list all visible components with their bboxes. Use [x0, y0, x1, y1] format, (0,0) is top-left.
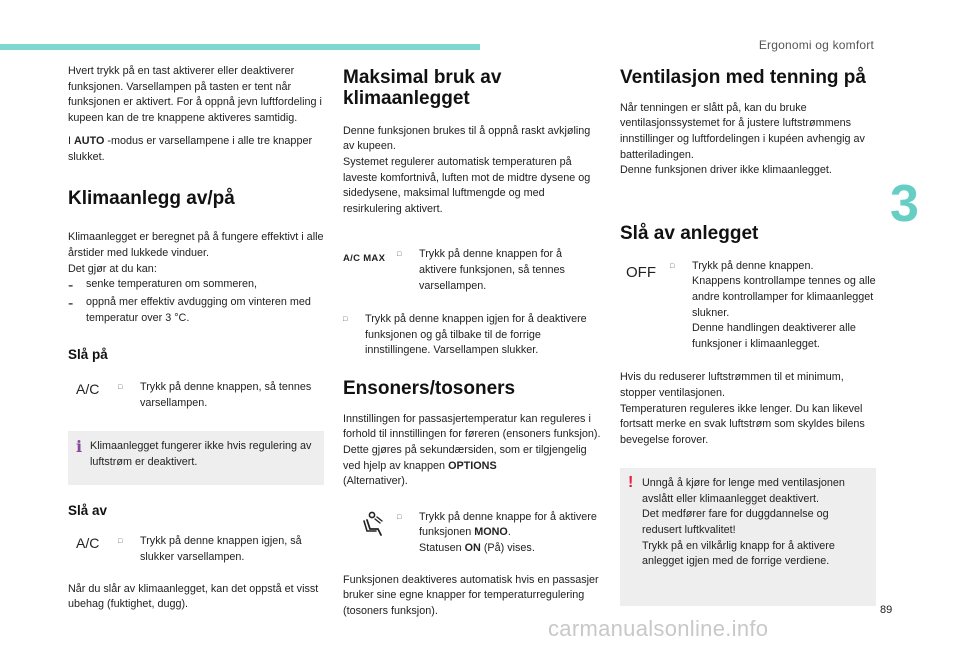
mono-text-1: Trykk på denne knappe for å aktivere funksjonen: [419, 510, 597, 539]
intro-paragraph: Hvert trykk på en tast aktiverer eller deaktiverer funksjonen. Varsellampen på tasten er tent når funksjonen er aktivert. For å oppnå jevn luftfordeling i kupeen kan de tre knappene aktiveres samtidig.: [68, 65, 322, 124]
system-off-title: Slå av anlegget: [620, 222, 759, 244]
turn-off-title: Slå av: [68, 502, 108, 518]
section-header-title: Ergonomi og komfort: [758, 38, 874, 52]
info-note-text: Klimaanlegget fungerer ikke hvis regulering av luftstrøm er deaktivert.: [90, 440, 312, 469]
max-ac-paragraph: Denne funksjonen brukes til å oppnå raskt avkjøling av kupeen. Systemet regulerer automatisk temperaturen på laveste komfortnivå, luften mot de midtre dysene og sidedysene, maksimal luftmengde og med resirkulering aktivert.: [343, 124, 591, 215]
mono-label: MONO: [474, 526, 508, 539]
warning-icon: !: [628, 474, 634, 492]
ac-button-icon: A/C: [76, 535, 100, 552]
seat-mono-icon-svg: [361, 511, 385, 537]
zone-paragraph: [343, 412, 601, 490]
arrow-bullet-icon: □: [397, 251, 402, 259]
ac-onoff-paragraph: Klimaanlegget er beregnet på å fungere effektivt i alle årstider med lukkede vinduer. Det gjør at du kan:: [68, 231, 324, 275]
header-accent-bar: [0, 44, 480, 50]
acmax-activate-text: Trykk på denne knappen for å aktivere funksjonen, så tennes varsellampen.: [419, 248, 565, 292]
on-label: ON: [464, 541, 481, 554]
off-button-icon: OFF: [626, 263, 656, 281]
mono-text: [419, 510, 601, 557]
list-text: oppnå mer effektiv avdugging om vinteren med temperatur over 3 °C.: [86, 296, 311, 324]
list-dash: -: [68, 295, 74, 313]
auto-prefix: I: [68, 135, 74, 148]
airflow-paragraph: Hvis du reduserer luftstrømmen til et minimum, stopper ventilasjonen. Temperaturen reguleres ikke lenger. Du kan likevel fortsatt merke en svak luftstrøm som skyldes bilens bevegelse forover.: [620, 371, 865, 446]
ac-benefit-list: [68, 277, 324, 326]
list-dash: -: [68, 277, 74, 295]
page-number: 89: [880, 604, 893, 616]
turn-off-step: [68, 534, 324, 565]
max-ac-title: Maksimal bruk av klimaanlegget: [343, 67, 502, 109]
watermark: carmanualsonline.info: [548, 616, 769, 641]
info-note: [68, 431, 324, 484]
acmax-step: [343, 247, 601, 294]
arrow-bullet-icon: □: [343, 316, 348, 324]
turn-on-step: [68, 380, 324, 411]
info-icon: i: [76, 437, 83, 457]
acmax-deactivate-step: [343, 312, 601, 359]
mono-step: [343, 510, 601, 557]
options-label: OPTIONS: [448, 459, 497, 472]
zone-title: Ensoners/tosoners: [343, 377, 516, 399]
warning-text: Unngå å kjøre for lenge med ventilasjonen avslått eller klimaanlegget deaktivert. Det medfører fare for duggdannelse og redusert luftkvalitet! Trykk på en vilkårlig knapp for å aktivere anlegget igjen med de forrige verdiene.: [642, 477, 845, 568]
list-item: [68, 295, 324, 326]
list-text: senke temperaturen om sommeren,: [86, 278, 258, 291]
mono-text-2: . Statusen: [419, 526, 511, 554]
auto-label: AUTO: [74, 135, 105, 148]
ventilation-paragraph: Når tenningen er slått på, kan du bruke ventilasjonssystemet for å justere luftstrømmens innstillinger og luftfordelingen i kupéen avhengig av batteriladingen. Denne funksjonen driver ikke klimaanlegget.: [620, 101, 865, 177]
column-2: [343, 64, 601, 619]
arrow-bullet-icon: □: [118, 538, 123, 546]
warning-note: [620, 468, 876, 606]
turn-off-text: Trykk på denne knappen igjen, så slukker varsellampen.: [140, 535, 302, 564]
ventilation-title: Ventilasjon med tenning på: [620, 67, 866, 88]
acmax-deactivate-text: Trykk på denne knappen igjen for å deaktivere funksjonen og gå tilbake til de forrige innstillingene. Varsellampen slukker.: [365, 313, 587, 357]
turn-off-outro: Når du slår av klimaanlegget, kan det oppstå et visst ubehag (fuktighet, dugg).: [68, 582, 319, 611]
turn-on-title: Slå på: [68, 347, 108, 363]
list-item: [68, 277, 324, 295]
auto-mode-paragraph: [68, 134, 324, 165]
chapter-number: 3: [890, 175, 919, 233]
seat-mono-icon: [343, 510, 397, 540]
arrow-bullet-icon: □: [397, 513, 402, 521]
system-off-step: [620, 259, 876, 353]
ac-button-icon: A/C: [76, 381, 100, 398]
turn-on-text: Trykk på denne knappen, så tennes varsellampen.: [140, 381, 312, 409]
ac-max-button-icon: A/C MAX: [343, 253, 386, 265]
system-off-text: Trykk på denne knappen. Knappens kontrollampe tennes og alle andre kontrollamper for klimaanlegget slukner. Denne handlingen deaktiverer alle funksjoner i klimaanlegget.: [692, 259, 876, 350]
arrow-bullet-icon: □: [670, 262, 675, 270]
ac-onoff-title: Klimaanlegg av/på: [68, 187, 235, 209]
auto-suffix: -modus er varsellampene i alle tre knapper slukket.: [68, 135, 313, 163]
zone-text-1: Innstillingen for passasjertemperatur kan reguleres i forhold til innstillingen for føreren (ensoners funksjon). Dette gjøres på sekundærsiden, som er tilgjengelig ved hjelp av knappen: [343, 412, 601, 472]
zone-outro: Funksjonen deaktiveres automatisk hvis en passasjer bruker sine egne knapper for temperaturregulering (tosoners funksjon).: [343, 573, 599, 617]
column-1: [68, 64, 324, 613]
mono-text-3: (På) vises.: [480, 541, 535, 554]
zone-text-2: (Alternativer).: [343, 475, 408, 488]
column-3: [620, 64, 876, 606]
arrow-bullet-icon: □: [118, 384, 123, 392]
